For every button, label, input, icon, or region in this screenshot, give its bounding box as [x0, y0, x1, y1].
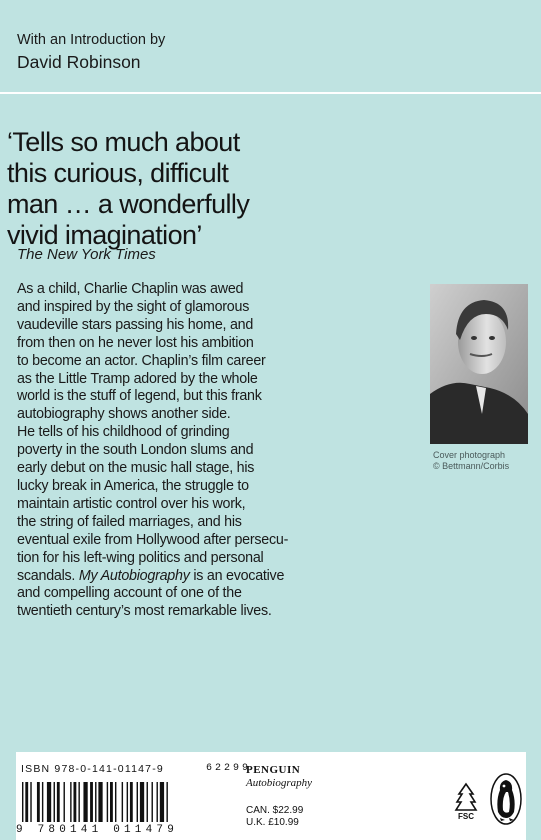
blurb-line: world is the stuff of legend, but this frank — [17, 388, 262, 405]
blurb-line: as the Little Tramp adored by the whole — [17, 370, 258, 387]
blurb-line: from then on he never lost his ambition — [17, 334, 254, 351]
barcode-bar — [156, 782, 157, 822]
barcode-bar — [30, 782, 31, 822]
blurb-line: He tells of his childhood of grinding — [17, 424, 230, 441]
barcode-bar — [130, 782, 133, 822]
blurb-line: poverty in the south London slums and — [17, 442, 254, 459]
barcode-bar — [137, 782, 138, 822]
blurb-line: eventual exile from Hollywood after persecu- — [17, 531, 289, 548]
author-photo — [430, 284, 528, 444]
barcode-bar — [152, 782, 153, 822]
barcode-bar — [47, 782, 51, 822]
introduction-label: With an Introduction by — [17, 32, 166, 48]
publisher-name: PENGUIN — [246, 764, 301, 776]
barcode-bar — [127, 782, 128, 822]
blurb-line: and compelling account of one of the — [17, 585, 242, 602]
quote-line: this curious, difficult — [7, 158, 229, 188]
barcode-bar — [95, 782, 96, 822]
barcode-bar — [147, 782, 148, 822]
barcode-bar — [166, 782, 167, 822]
barcode-bar — [22, 782, 23, 822]
barcode-bar — [54, 782, 55, 822]
blurb-line: to become an actor. Chaplin’s film career — [17, 352, 266, 369]
portrait-image — [430, 284, 528, 444]
blurb-line: the string of failed marriages, and his — [17, 513, 242, 530]
blurb-line: vaudeville stars passing his home, and — [17, 316, 254, 333]
blurb-line: maintain artistic control over his work, — [17, 495, 246, 512]
barcode-bar — [110, 782, 113, 822]
barcode-bar — [73, 782, 76, 822]
book-description — [17, 281, 417, 621]
price-canada: CAN. $22.99 — [246, 805, 304, 816]
credit-line: © Bettmann/Corbis — [433, 461, 510, 471]
barcode-bar — [25, 782, 28, 822]
price-uk: U.K. £10.99 — [246, 817, 299, 828]
blurb-text: is an evocative — [193, 567, 285, 584]
blurb-text: scandals. — [17, 567, 76, 584]
quote-line: man … a wonderfully — [7, 189, 250, 219]
blurb-line — [17, 568, 417, 586]
blurb-line: autobiography shows another side. — [17, 406, 231, 423]
credit-line: Cover photograph — [433, 450, 506, 460]
barcode-bar — [78, 782, 79, 822]
barcode-bar — [57, 782, 60, 822]
barcode-bar — [122, 782, 123, 822]
book-title-italic: My Autobiography — [78, 567, 190, 584]
blurb-line: early debut on the music hall stage, his — [17, 460, 255, 477]
barcode-bar — [160, 782, 164, 822]
barcode-panel — [16, 752, 526, 840]
barcode-bar — [83, 782, 87, 822]
barcode-bar — [140, 782, 144, 822]
series-label: Autobiography — [246, 777, 312, 789]
barcode-bar — [107, 782, 108, 822]
introducer-name: David Robinson — [17, 52, 141, 72]
barcode-bar — [37, 782, 40, 822]
barcode-digits: 9 780141 011479 — [16, 824, 179, 836]
blurb-line: twentieth century’s most remarkable lives. — [17, 603, 272, 620]
quote-line: ‘Tells so much about — [7, 127, 240, 157]
fsc-logo-icon — [453, 782, 479, 820]
divider-line — [0, 92, 541, 94]
blurb-line: and inspired by the sight of glamorous — [17, 298, 250, 315]
barcode-bar — [115, 782, 116, 822]
barcode-addon-digits: 62299 — [206, 763, 252, 774]
barcode-bar — [90, 782, 93, 822]
review-quote — [7, 127, 307, 251]
barcode-bar — [64, 782, 65, 822]
quote-line: vivid imagination’ — [7, 220, 202, 250]
fsc-label: FSC — [458, 812, 474, 820]
barcode-bar — [42, 782, 43, 822]
barcode-bar — [98, 782, 102, 822]
blurb-line: As a child, Charlie Chaplin was awed — [17, 281, 244, 297]
blurb-line: lucky break in America, the struggle to — [17, 477, 249, 494]
isbn-text: ISBN 978-0-141-01147-9 — [21, 763, 164, 775]
barcode-bar — [70, 782, 71, 822]
penguin-logo-icon — [489, 772, 523, 826]
blurb-line: tion for his left-wing politics and personal — [17, 549, 264, 566]
quote-source: The New York Times — [17, 246, 156, 263]
photo-credit — [433, 450, 509, 472]
